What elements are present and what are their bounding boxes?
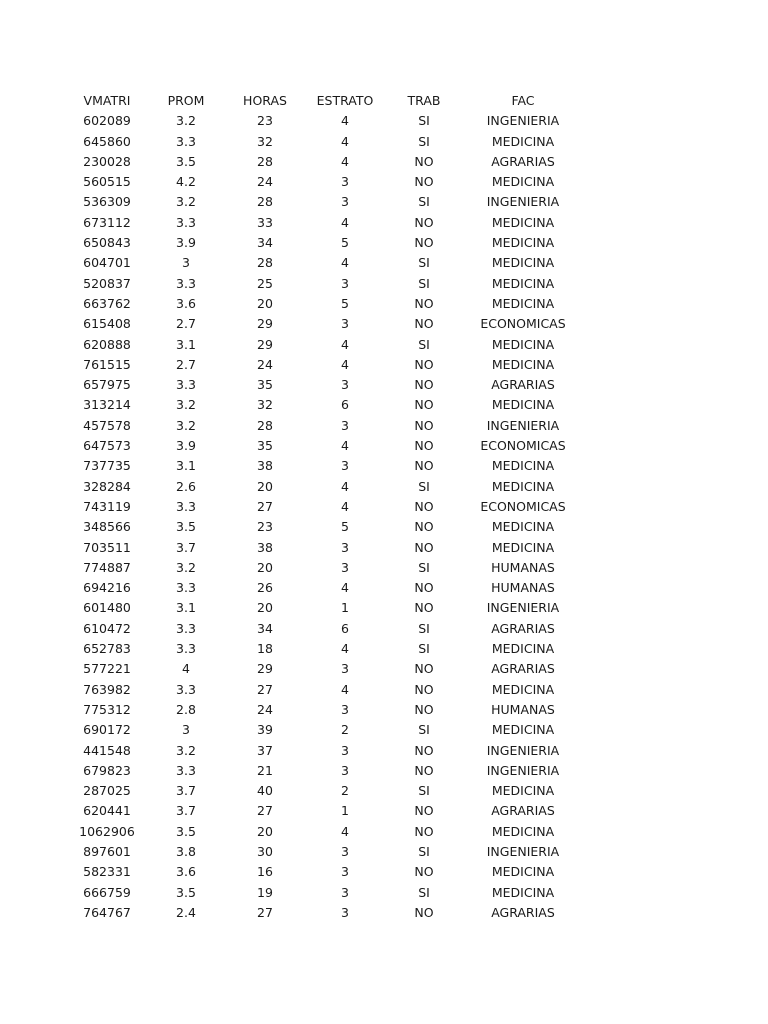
cell-prom: 3 <box>182 255 190 271</box>
cell-fac: MEDICINA <box>491 681 555 697</box>
cell-vmatri: 604701 <box>83 255 131 271</box>
cell-fac: HUMANAS <box>491 559 555 575</box>
cell-prom: 3.2 <box>176 417 196 433</box>
cell-fac: INGENIERIA <box>486 113 560 129</box>
table-row <box>67 436 583 456</box>
cell-horas: 29 <box>257 336 273 352</box>
cell-horas: 20 <box>257 600 273 616</box>
cell-horas: 27 <box>257 681 273 697</box>
column-header-horas: HORAS <box>243 93 287 108</box>
cell-estrato: 4 <box>341 214 349 230</box>
cell-horas: 25 <box>257 275 273 291</box>
cell-vmatri: 645860 <box>83 133 131 149</box>
table-row <box>67 152 583 172</box>
cell-trab: SI <box>418 194 430 210</box>
cell-estrato: 3 <box>341 194 349 210</box>
cell-horas: 28 <box>257 194 273 210</box>
cell-vmatri: 577221 <box>83 661 131 677</box>
table-row <box>67 375 583 395</box>
cell-vmatri: 764767 <box>83 904 131 920</box>
cell-estrato: 4 <box>341 580 349 596</box>
cell-horas: 35 <box>257 377 273 393</box>
cell-vmatri: 601480 <box>83 600 131 616</box>
cell-horas: 29 <box>257 661 273 677</box>
cell-vmatri: 650843 <box>83 235 131 251</box>
cell-fac: HUMANAS <box>491 580 555 596</box>
cell-fac: INGENIERIA <box>486 417 560 433</box>
student-data-table <box>67 91 583 923</box>
cell-trab: SI <box>418 559 430 575</box>
cell-fac: INGENIERIA <box>486 600 560 616</box>
cell-vmatri: 703511 <box>83 539 131 555</box>
cell-trab: NO <box>414 539 434 555</box>
cell-estrato: 3 <box>341 174 349 190</box>
cell-estrato: 3 <box>341 316 349 332</box>
cell-prom: 3.2 <box>176 559 196 575</box>
cell-estrato: 4 <box>341 498 349 514</box>
cell-estrato: 2 <box>341 722 349 738</box>
table-row <box>67 700 583 720</box>
cell-prom: 3.3 <box>176 641 196 657</box>
cell-vmatri: 313214 <box>83 397 131 413</box>
cell-fac: AGRARIAS <box>491 803 555 819</box>
cell-estrato: 3 <box>341 539 349 555</box>
cell-fac: MEDICINA <box>491 539 555 555</box>
table-row <box>67 903 583 923</box>
table-row <box>67 233 583 253</box>
cell-prom: 3.2 <box>176 397 196 413</box>
cell-vmatri: 652783 <box>83 641 131 657</box>
cell-trab: NO <box>414 498 434 514</box>
cell-vmatri: 679823 <box>83 762 131 778</box>
cell-prom: 4.2 <box>176 174 196 190</box>
cell-fac: MEDICINA <box>491 783 555 799</box>
table-row <box>67 781 583 801</box>
table-row <box>67 842 583 862</box>
cell-trab: SI <box>418 641 430 657</box>
cell-horas: 27 <box>257 904 273 920</box>
table-row <box>67 335 583 355</box>
table-row <box>67 801 583 821</box>
cell-prom: 3.5 <box>176 823 196 839</box>
cell-fac: INGENIERIA <box>486 843 560 859</box>
cell-vmatri: 897601 <box>83 843 131 859</box>
cell-estrato: 3 <box>341 864 349 880</box>
cell-horas: 26 <box>257 580 273 596</box>
cell-fac: AGRARIAS <box>491 661 555 677</box>
cell-trab: NO <box>414 742 434 758</box>
cell-prom: 3.3 <box>176 681 196 697</box>
cell-trab: NO <box>414 701 434 717</box>
table-row <box>67 253 583 273</box>
cell-horas: 23 <box>257 519 273 535</box>
cell-estrato: 3 <box>341 275 349 291</box>
cell-estrato: 3 <box>341 762 349 778</box>
cell-estrato: 4 <box>341 823 349 839</box>
cell-horas: 39 <box>257 722 273 738</box>
cell-prom: 3.2 <box>176 113 196 129</box>
cell-horas: 27 <box>257 498 273 514</box>
column-header-fac: FAC <box>511 93 535 108</box>
cell-estrato: 6 <box>341 397 349 413</box>
cell-fac: MEDICINA <box>491 255 555 271</box>
cell-horas: 24 <box>257 356 273 372</box>
cell-prom: 3.3 <box>176 580 196 596</box>
cell-vmatri: 620888 <box>83 336 131 352</box>
cell-estrato: 2 <box>341 783 349 799</box>
cell-prom: 3.2 <box>176 194 196 210</box>
table-row <box>67 213 583 233</box>
cell-horas: 34 <box>257 235 273 251</box>
table-row <box>67 578 583 598</box>
cell-prom: 3.1 <box>176 458 196 474</box>
cell-prom: 3.3 <box>176 762 196 778</box>
table-row <box>67 132 583 152</box>
cell-vmatri: 620441 <box>83 803 131 819</box>
cell-estrato: 5 <box>341 295 349 311</box>
cell-prom: 2.8 <box>176 701 196 717</box>
cell-trab: NO <box>414 864 434 880</box>
cell-prom: 3.3 <box>176 214 196 230</box>
cell-trab: NO <box>414 519 434 535</box>
cell-vmatri: 328284 <box>83 478 131 494</box>
cell-vmatri: 520837 <box>83 275 131 291</box>
cell-horas: 24 <box>257 174 273 190</box>
cell-trab: NO <box>414 316 434 332</box>
table-row <box>67 538 583 558</box>
cell-fac: MEDICINA <box>491 641 555 657</box>
cell-vmatri: 666759 <box>83 884 131 900</box>
cell-vmatri: 615408 <box>83 316 131 332</box>
cell-trab: NO <box>414 803 434 819</box>
cell-horas: 20 <box>257 559 273 575</box>
cell-vmatri: 348566 <box>83 519 131 535</box>
cell-prom: 2.6 <box>176 478 196 494</box>
cell-fac: MEDICINA <box>491 864 555 880</box>
cell-horas: 34 <box>257 620 273 636</box>
cell-fac: MEDICINA <box>491 458 555 474</box>
cell-fac: MEDICINA <box>491 722 555 738</box>
cell-fac: HUMANAS <box>491 701 555 717</box>
cell-estrato: 6 <box>341 620 349 636</box>
cell-prom: 3.9 <box>176 235 196 251</box>
table-row <box>67 172 583 192</box>
cell-horas: 16 <box>257 864 273 880</box>
cell-trab: NO <box>414 823 434 839</box>
cell-horas: 35 <box>257 438 273 454</box>
cell-trab: SI <box>418 722 430 738</box>
table-row <box>67 822 583 842</box>
cell-fac: AGRARIAS <box>491 377 555 393</box>
cell-prom: 3.2 <box>176 742 196 758</box>
cell-prom: 3.3 <box>176 275 196 291</box>
cell-trab: NO <box>414 214 434 230</box>
cell-estrato: 4 <box>341 641 349 657</box>
cell-vmatri: 673112 <box>83 214 131 230</box>
cell-horas: 33 <box>257 214 273 230</box>
cell-prom: 3.8 <box>176 843 196 859</box>
cell-trab: NO <box>414 235 434 251</box>
table-row <box>67 659 583 679</box>
cell-horas: 29 <box>257 316 273 332</box>
cell-trab: NO <box>414 397 434 413</box>
cell-fac: MEDICINA <box>491 519 555 535</box>
cell-estrato: 4 <box>341 255 349 271</box>
cell-prom: 3.7 <box>176 539 196 555</box>
cell-horas: 23 <box>257 113 273 129</box>
cell-trab: SI <box>418 113 430 129</box>
cell-trab: NO <box>414 661 434 677</box>
table-row <box>67 111 583 131</box>
cell-estrato: 3 <box>341 661 349 677</box>
cell-estrato: 1 <box>341 600 349 616</box>
cell-horas: 28 <box>257 153 273 169</box>
cell-prom: 2.4 <box>176 904 196 920</box>
cell-estrato: 3 <box>341 559 349 575</box>
table-row <box>67 558 583 578</box>
table-row <box>67 192 583 212</box>
cell-estrato: 5 <box>341 519 349 535</box>
cell-estrato: 4 <box>341 153 349 169</box>
cell-vmatri: 657975 <box>83 377 131 393</box>
cell-estrato: 4 <box>341 336 349 352</box>
cell-prom: 3.6 <box>176 864 196 880</box>
cell-trab: SI <box>418 255 430 271</box>
cell-trab: SI <box>418 843 430 859</box>
cell-trab: NO <box>414 295 434 311</box>
cell-estrato: 3 <box>341 458 349 474</box>
cell-horas: 32 <box>257 397 273 413</box>
cell-vmatri: 775312 <box>83 701 131 717</box>
cell-vmatri: 1062906 <box>79 823 135 839</box>
cell-prom: 3.1 <box>176 336 196 352</box>
cell-estrato: 4 <box>341 681 349 697</box>
cell-prom: 3 <box>182 722 190 738</box>
cell-trab: NO <box>414 417 434 433</box>
cell-trab: NO <box>414 904 434 920</box>
cell-fac: AGRARIAS <box>491 620 555 636</box>
cell-trab: SI <box>418 783 430 799</box>
cell-prom: 3.3 <box>176 133 196 149</box>
cell-horas: 40 <box>257 783 273 799</box>
cell-estrato: 3 <box>341 417 349 433</box>
cell-fac: MEDICINA <box>491 478 555 494</box>
table-row <box>67 274 583 294</box>
cell-trab: NO <box>414 356 434 372</box>
cell-prom: 3.7 <box>176 803 196 819</box>
cell-trab: NO <box>414 377 434 393</box>
table-row <box>67 355 583 375</box>
cell-fac: MEDICINA <box>491 214 555 230</box>
cell-estrato: 4 <box>341 113 349 129</box>
column-header-trab: TRAB <box>407 93 441 108</box>
cell-trab: NO <box>414 153 434 169</box>
cell-estrato: 1 <box>341 803 349 819</box>
cell-vmatri: 287025 <box>83 783 131 799</box>
header-row <box>67 91 583 111</box>
cell-trab: SI <box>418 275 430 291</box>
cell-fac: MEDICINA <box>491 235 555 251</box>
cell-horas: 19 <box>257 884 273 900</box>
table-row <box>67 517 583 537</box>
cell-fac: MEDICINA <box>491 275 555 291</box>
cell-fac: ECONOMICAS <box>480 438 566 454</box>
cell-vmatri: 457578 <box>83 417 131 433</box>
cell-trab: SI <box>418 620 430 636</box>
cell-horas: 38 <box>257 539 273 555</box>
table-row <box>67 619 583 639</box>
cell-trab: NO <box>414 681 434 697</box>
cell-fac: INGENIERIA <box>486 194 560 210</box>
cell-vmatri: 560515 <box>83 174 131 190</box>
table-row <box>67 395 583 415</box>
cell-estrato: 4 <box>341 356 349 372</box>
table-row <box>67 741 583 761</box>
cell-trab: NO <box>414 174 434 190</box>
cell-trab: SI <box>418 336 430 352</box>
cell-vmatri: 610472 <box>83 620 131 636</box>
cell-fac: MEDICINA <box>491 133 555 149</box>
cell-horas: 18 <box>257 641 273 657</box>
table-body <box>67 111 583 923</box>
cell-trab: SI <box>418 133 430 149</box>
column-header-estrato: ESTRATO <box>316 93 374 108</box>
table-header <box>67 91 583 111</box>
cell-vmatri: 230028 <box>83 153 131 169</box>
cell-estrato: 4 <box>341 133 349 149</box>
cell-horas: 20 <box>257 823 273 839</box>
cell-prom: 3.7 <box>176 783 196 799</box>
cell-vmatri: 647573 <box>83 438 131 454</box>
table-row <box>67 720 583 740</box>
cell-vmatri: 582331 <box>83 864 131 880</box>
table-row <box>67 416 583 436</box>
cell-horas: 24 <box>257 701 273 717</box>
cell-vmatri: 690172 <box>83 722 131 738</box>
cell-estrato: 3 <box>341 742 349 758</box>
cell-prom: 3.5 <box>176 153 196 169</box>
cell-fac: AGRARIAS <box>491 904 555 920</box>
cell-vmatri: 743119 <box>83 498 131 514</box>
cell-fac: MEDICINA <box>491 295 555 311</box>
cell-trab: NO <box>414 580 434 596</box>
cell-prom: 3.3 <box>176 498 196 514</box>
cell-trab: SI <box>418 884 430 900</box>
cell-prom: 4 <box>182 661 190 677</box>
cell-vmatri: 536309 <box>83 194 131 210</box>
table-row <box>67 862 583 882</box>
cell-fac: MEDICINA <box>491 336 555 352</box>
cell-fac: MEDICINA <box>491 884 555 900</box>
table-row <box>67 639 583 659</box>
cell-vmatri: 602089 <box>83 113 131 129</box>
cell-fac: MEDICINA <box>491 397 555 413</box>
table-row <box>67 761 583 781</box>
table-row <box>67 456 583 476</box>
cell-trab: SI <box>418 478 430 494</box>
cell-fac: ECONOMICAS <box>480 316 566 332</box>
cell-vmatri: 441548 <box>83 742 131 758</box>
cell-fac: AGRARIAS <box>491 153 555 169</box>
cell-prom: 3.5 <box>176 884 196 900</box>
cell-trab: NO <box>414 458 434 474</box>
table-row <box>67 294 583 314</box>
cell-horas: 20 <box>257 295 273 311</box>
cell-trab: NO <box>414 438 434 454</box>
table-row <box>67 680 583 700</box>
cell-horas: 20 <box>257 478 273 494</box>
cell-horas: 27 <box>257 803 273 819</box>
cell-prom: 3.9 <box>176 438 196 454</box>
cell-horas: 32 <box>257 133 273 149</box>
table-row <box>67 598 583 618</box>
cell-estrato: 3 <box>341 377 349 393</box>
cell-prom: 2.7 <box>176 316 196 332</box>
cell-vmatri: 694216 <box>83 580 131 596</box>
cell-vmatri: 761515 <box>83 356 131 372</box>
column-header-vmatri: VMATRI <box>83 93 131 108</box>
cell-trab: NO <box>414 600 434 616</box>
table-row <box>67 477 583 497</box>
cell-estrato: 3 <box>341 904 349 920</box>
cell-horas: 30 <box>257 843 273 859</box>
cell-vmatri: 763982 <box>83 681 131 697</box>
cell-horas: 28 <box>257 417 273 433</box>
cell-fac: MEDICINA <box>491 174 555 190</box>
cell-estrato: 4 <box>341 438 349 454</box>
table-row <box>67 497 583 517</box>
cell-fac: INGENIERIA <box>486 742 560 758</box>
cell-prom: 3.3 <box>176 620 196 636</box>
cell-estrato: 4 <box>341 478 349 494</box>
cell-horas: 37 <box>257 742 273 758</box>
cell-prom: 3.1 <box>176 600 196 616</box>
table-row <box>67 883 583 903</box>
column-header-prom: PROM <box>167 93 205 108</box>
table-row <box>67 314 583 334</box>
cell-vmatri: 663762 <box>83 295 131 311</box>
cell-prom: 2.7 <box>176 356 196 372</box>
cell-estrato: 3 <box>341 843 349 859</box>
cell-horas: 28 <box>257 255 273 271</box>
cell-fac: ECONOMICAS <box>480 498 566 514</box>
data-sheet <box>67 91 583 923</box>
cell-estrato: 3 <box>341 701 349 717</box>
cell-fac: INGENIERIA <box>486 762 560 778</box>
cell-prom: 3.5 <box>176 519 196 535</box>
cell-horas: 38 <box>257 458 273 474</box>
cell-vmatri: 774887 <box>83 559 131 575</box>
cell-vmatri: 737735 <box>83 458 131 474</box>
cell-fac: MEDICINA <box>491 823 555 839</box>
cell-estrato: 5 <box>341 235 349 251</box>
cell-horas: 21 <box>257 762 273 778</box>
cell-estrato: 3 <box>341 884 349 900</box>
cell-prom: 3.6 <box>176 295 196 311</box>
cell-trab: NO <box>414 762 434 778</box>
cell-prom: 3.3 <box>176 377 196 393</box>
cell-fac: MEDICINA <box>491 356 555 372</box>
